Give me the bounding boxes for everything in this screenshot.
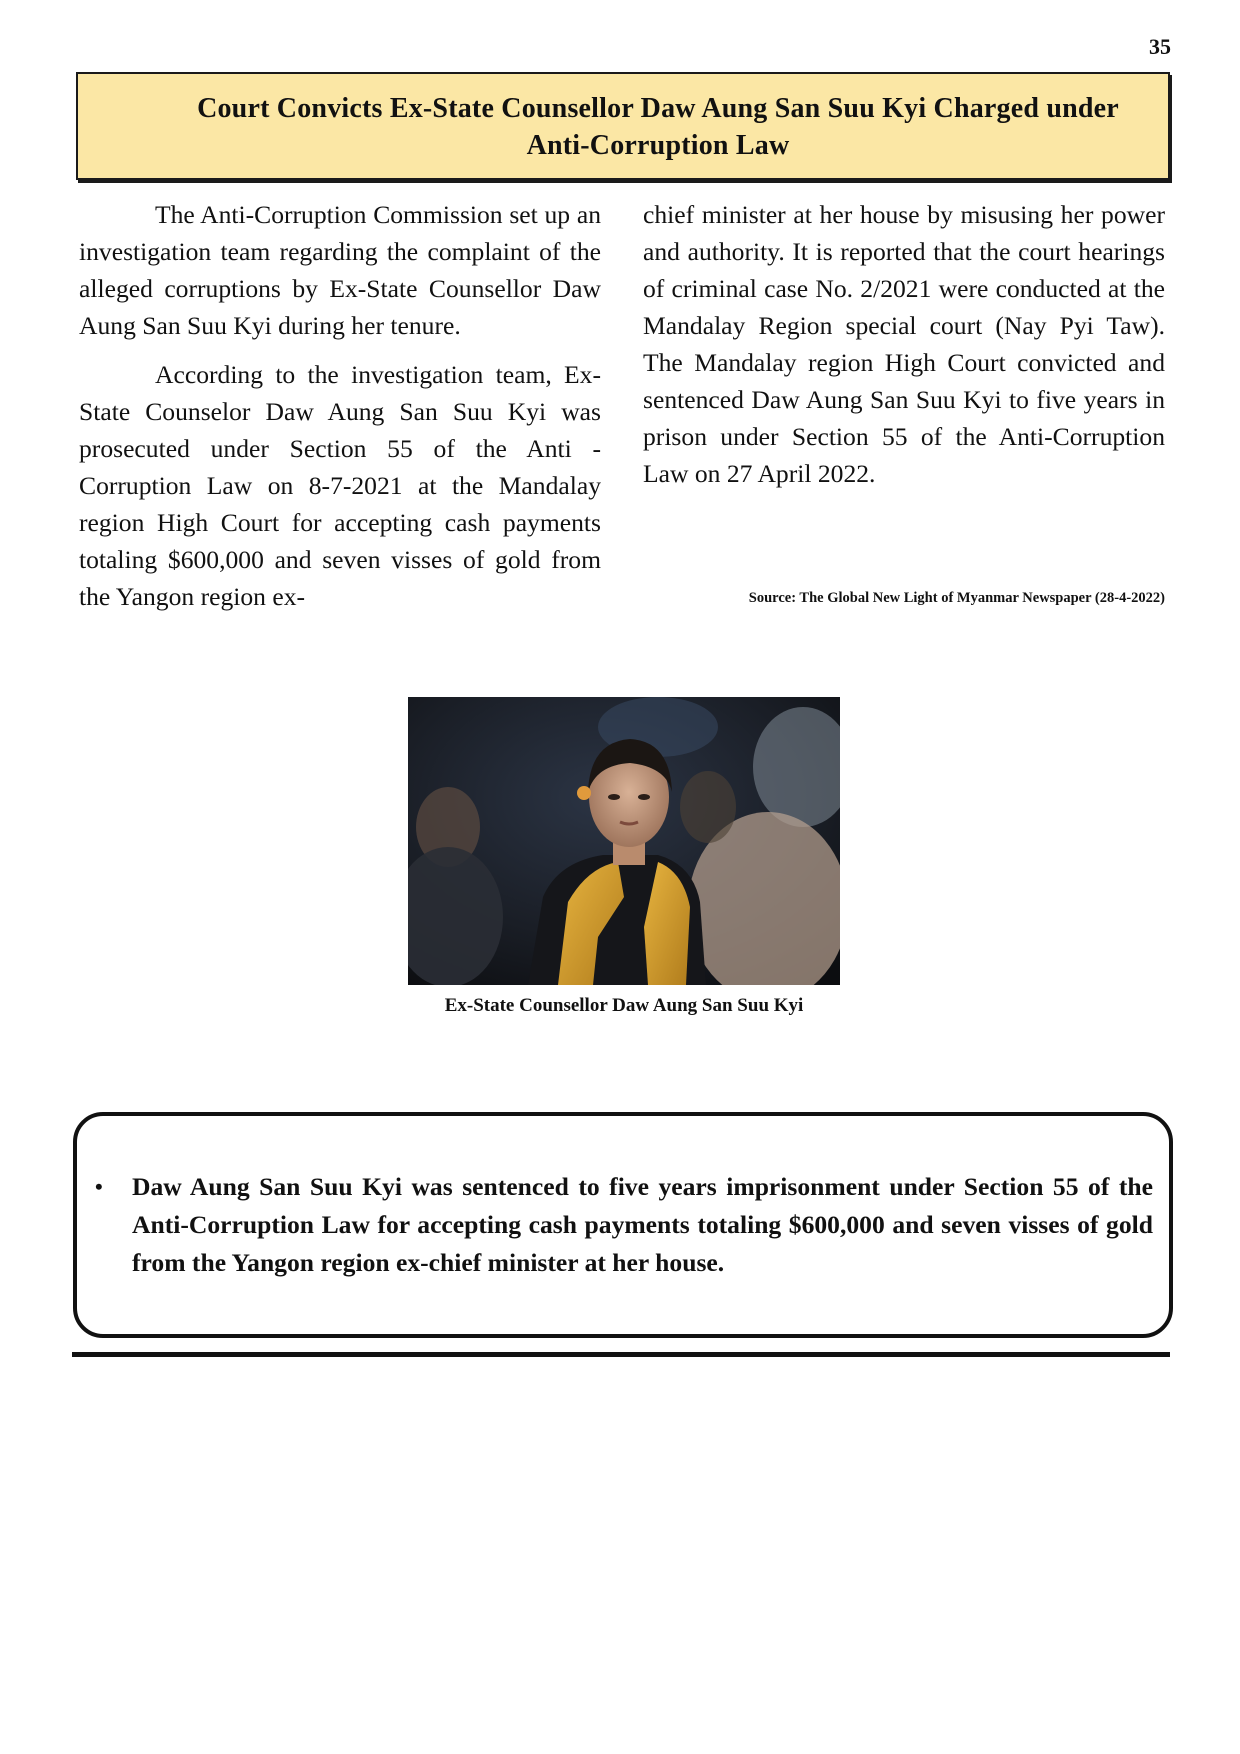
article-column-left (79, 196, 601, 627)
bullet-icon: • (95, 1174, 103, 1199)
summary-list (95, 1168, 1153, 1282)
article-column-right (643, 196, 1165, 504)
headline-box (76, 72, 1170, 180)
article-paragraph-3: chief minister at her house by misusing her power and authority. It is reported that the court hearings of criminal case No. 2/2021 were conducted at the Mandalay Region special court (Nay Pyi Taw). The Mandalay region High Court convicted and sentenced Daw Aung San Suu Kyi to five years in prison under Section 55 of the Anti-Corruption Law on 27 April 2022. (643, 200, 1165, 488)
summary-text: Daw Aung San Suu Kyi was sentenced to five years imprisonment under Section 55 of the Anti-Corruption Law for accepting cash payments totaling $600,000 and seven visses of gold from the Yangon region ex-chief minister at her house. (132, 1172, 1153, 1277)
portrait-photo (408, 697, 840, 985)
article-paragraph-1: The Anti-Corruption Commission set up an investigation team regarding the complaint of the alleged corruptions by Ex-State Counsellor Daw Aung San Suu Kyi during her tenure. (79, 200, 601, 340)
article-source: Source: The Global New Light of Myanmar Newspaper (28-4-2022) (748, 590, 1165, 606)
article-paragraph-2: According to the investigation team, Ex-State Counselor Daw Aung San Suu Kyi was prosecuted under Section 55 of the Anti -Corruption Law on 8-7-2021 at the Mandalay region High Court for accepting cash payments totaling $600,000 and seven visses of gold from the Yangon region ex- (79, 360, 601, 611)
photo-caption: Ex-State Counsellor Daw Aung San Suu Kyi (444, 995, 804, 1016)
bottom-divider (72, 1352, 1170, 1357)
summary-item (95, 1168, 1153, 1282)
page-number: 35 (1149, 34, 1171, 59)
summary-box (73, 1112, 1173, 1338)
headline-title: Court Convicts Ex-State Counsellor Daw Aung San Suu Kyi Charged under Anti-Corruption Law (197, 93, 1119, 161)
